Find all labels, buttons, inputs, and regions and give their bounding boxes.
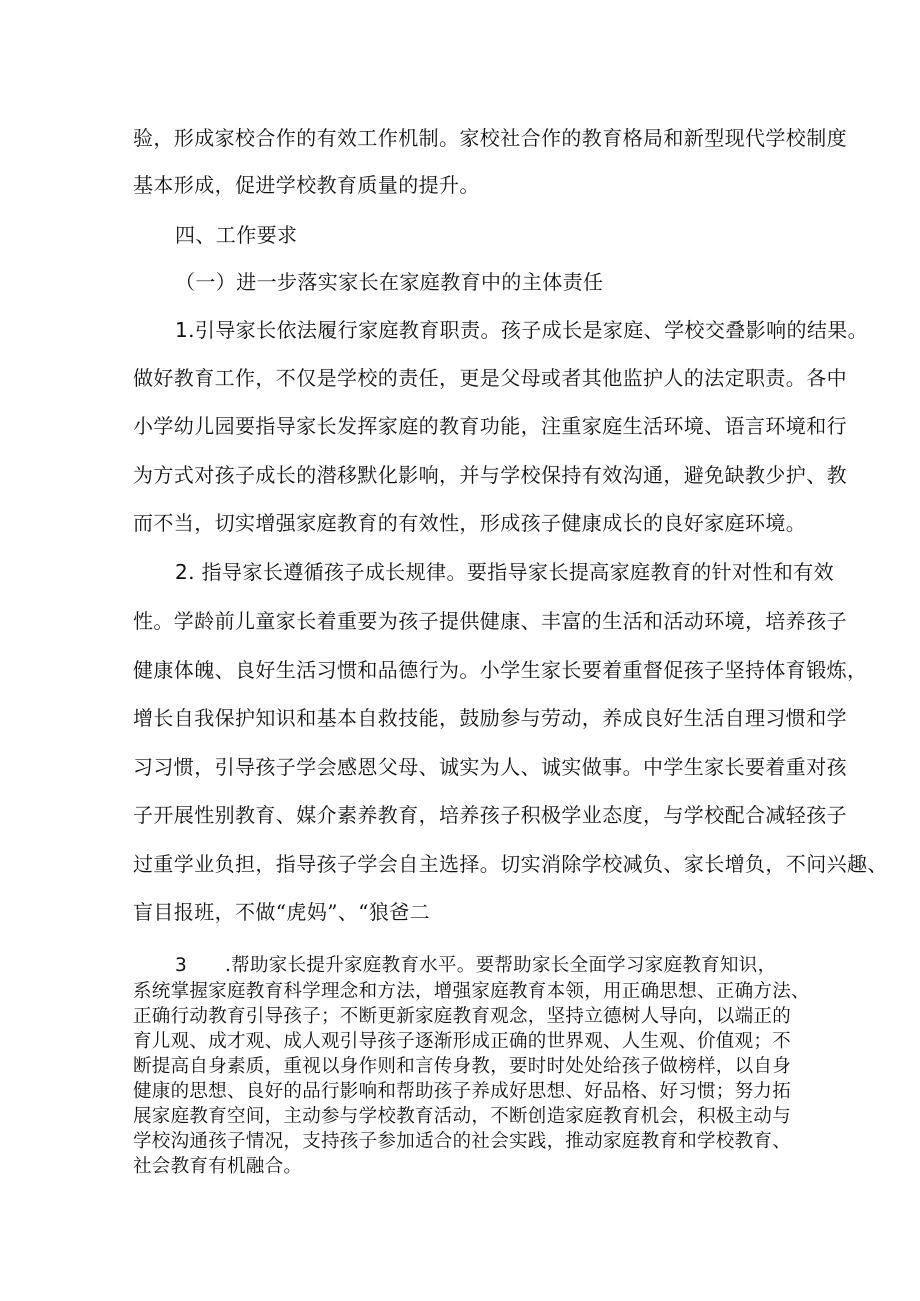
paragraph-line: 学校沟通孩子情况，支持孩子参加适合的社会实践，推动家庭教育和学校教育、 — [133, 1131, 792, 1152]
item-2-number: 2 — [175, 560, 189, 584]
paragraph-line: 性。学龄前儿童家长着重要为孩子提供健康、丰富的生活和活动环境，培养孩子 — [133, 609, 847, 633]
paragraph-line: 而不当，切实增强家庭教育的有效性，形成孩子健康成长的良好家庭环境。 — [133, 511, 807, 535]
item-2-first-line — [175, 558, 834, 586]
paragraph-line: 健康体魄、良好生活习惯和品德行为。小学生家长要着重督促孩子坚持体育锻炼， — [133, 658, 868, 682]
item-3-text: .帮助家长提升家庭教育水平。要帮助家长全面学习家庭教育知识， — [225, 955, 777, 976]
paragraph-line: 健康的思想、良好的品行影响和帮助孩子养成好思想、好品格、好习惯；努力拓 — [133, 1081, 792, 1102]
subsection-heading: （一）进一步落实家长在家庭教育中的主体责任 — [175, 270, 604, 294]
section-heading: 四、工作要求 — [175, 223, 298, 247]
paragraph-line: 验，形成家校合作的有效工作机制。家校社合作的教育格局和新型现代学校制度 — [133, 126, 847, 150]
paragraph-line: 为方式对孩子成长的潜移默化影响，并与学校保持有效沟通，避免缺教少护、教 — [133, 463, 847, 487]
paragraph-line: 育儿观、成才观、成人观引导孩子逐渐形成正确的世界观、人生观、价值观；不 — [133, 1031, 792, 1052]
paragraph-line: 小学幼儿园要指导家长发挥家庭的教育功能，注重家庭生活环境、语言环境和行 — [133, 414, 847, 438]
paragraph-line: 基本形成，促进学校教育质量的提升。 — [133, 173, 480, 197]
paragraph-line: 社会教育有机融合。 — [133, 1156, 303, 1177]
item-3-number: 3 — [175, 955, 188, 976]
paragraph-line: 展家庭教育空间，主动参与学校教育活动，不断创造家庭教育机会，积极主动与 — [133, 1106, 792, 1127]
paragraph-line: 盲目报班，不做“虎妈”、“狼爸二 — [133, 900, 431, 924]
paragraph-line: 系统掌握家庭教育科学理念和方法，增强家庭教育本领，用正确思想、正确方法、 — [133, 981, 810, 1002]
item-1-text: .引导家长依法履行家庭教育职责。孩子成长是家庭、学校交叠影响的结果。 — [188, 318, 869, 342]
paragraph-line: 正确行动教育引导孩子；不断更新家庭教育观念，坚持立德树人导向，以端正的 — [133, 1006, 792, 1027]
paragraph-line: 断提高自身素质，重视以身作则和言传身教，要时时处处给孩子做榜样，以自身 — [133, 1056, 792, 1077]
paragraph-line: 做好教育工作，不仅是学校的责任，更是父母或者其他监护人的法定职责。各中 — [133, 366, 847, 390]
paragraph-line: 子开展性别教育、媒介素养教育，培养孩子积极学业态度，与学校配合减轻孩子 — [133, 803, 847, 827]
paragraph-line: 增长自我保护知识和基本自救技能，鼓励参与劳动，养成良好生活自理习惯和学 — [133, 706, 847, 730]
item-1-first-line — [175, 316, 868, 344]
item-3-first-line — [175, 953, 776, 979]
item-2-text: . 指导家长遵循孩子成长规律。要指导家长提高家庭教育的针对性和有效 — [188, 560, 835, 584]
paragraph-line: 过重学业负担，指导孩子学会自主选择。切实消除学校减负、家长增负，不问兴趣、 — [133, 852, 888, 876]
item-1-number: 1 — [175, 318, 189, 342]
paragraph-line: 习习惯，引导孩子学会感恩父母、诚实为人、诚实做事。中学生家长要着重对孩 — [133, 755, 847, 779]
